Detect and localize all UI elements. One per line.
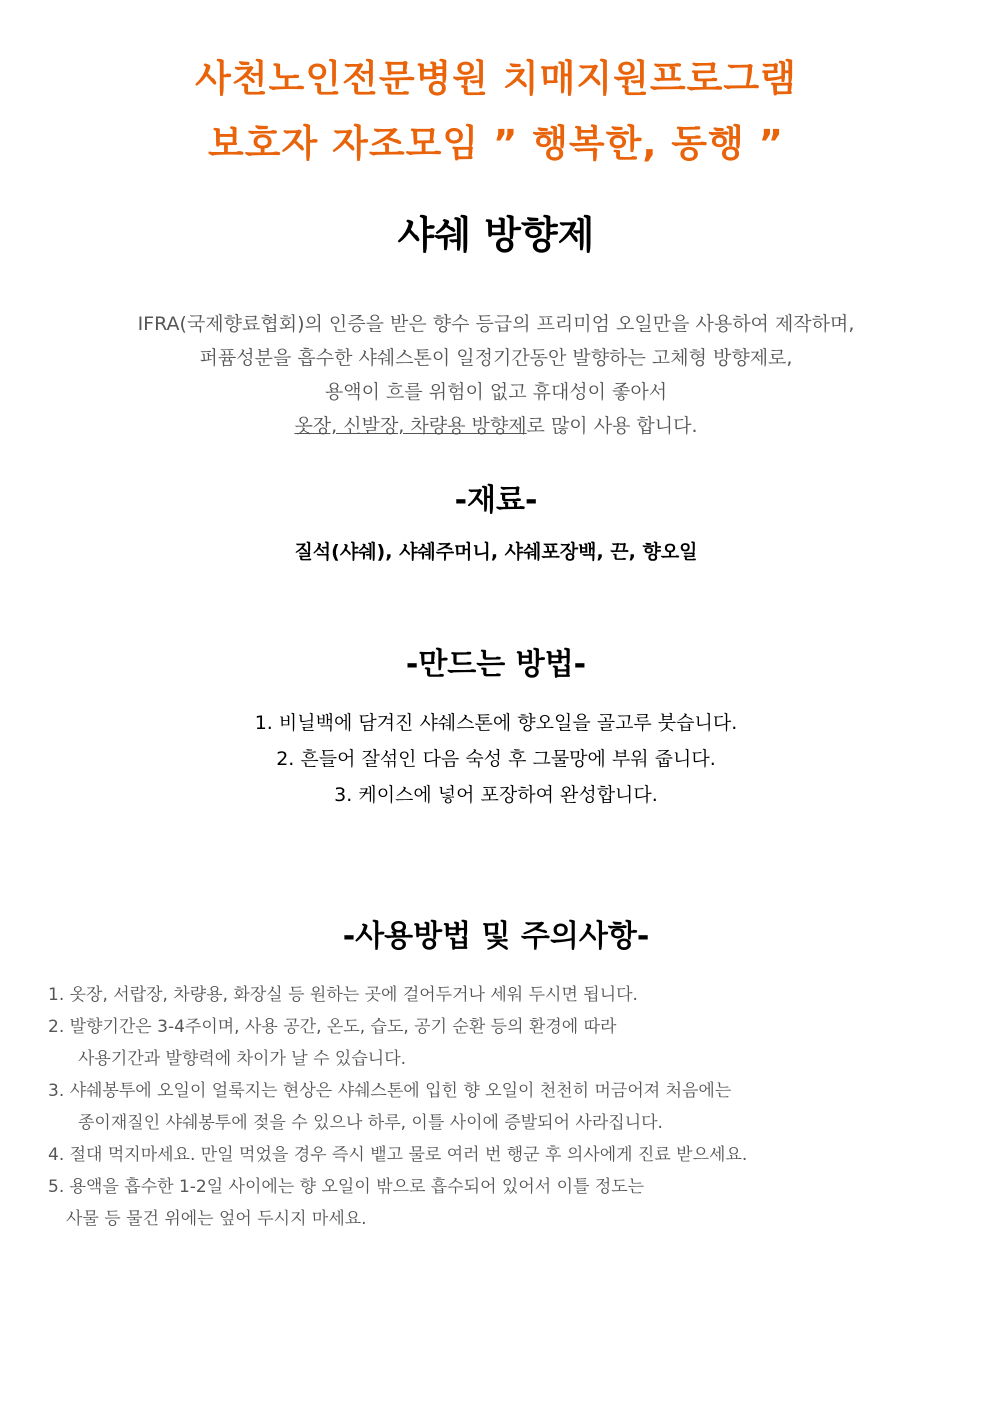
usage-item: 3. 샤쉐봉투에 오일이 얼룩지는 현상은 샤쉐스톤에 입힌 향 오일이 천천히 머금어져 처음에는	[48, 1081, 732, 1101]
materials-heading: -재료-	[454, 483, 538, 518]
intro-line-3: 용액이 흐를 위험이 없고 휴대성이 좋아서	[324, 381, 668, 403]
usage-item-continuation: 사용기간과 발향력에 차이가 날 수 있습니다.	[78, 1049, 407, 1069]
usage-item: 5. 용액을 흡수한 1-2일 사이에는 향 오일이 밖으로 흡수되어 있어서 이틀 정도는	[48, 1177, 645, 1197]
intro-line-1: IFRA(국제향료협회)의 인증을 받은 향수 등급의 프리미엄 오일만을 사용하여 제작하며,	[137, 313, 855, 335]
method-heading: -만드는 방법-	[405, 647, 587, 682]
title-line-1: 사천노인전문병원 치매지원프로그램	[195, 57, 797, 100]
usage-heading: -사용방법 및 주의사항-	[342, 919, 650, 954]
usage-item: 4. 절대 먹지마세요. 만일 먹었을 경우 즉시 뱉고 물로 여러 번 행군 후 의사에게 진료 받으세요.	[48, 1145, 748, 1165]
page-subtitle: 샤쉐 방향제	[397, 213, 595, 257]
materials-list: 질석(샤쉐), 샤쉐주머니, 샤쉐포장백, 끈, 향오일	[294, 541, 698, 563]
method-step: 3. 케이스에 넣어 포장하여 완성합니다.	[334, 784, 658, 806]
method-step: 2. 흔들어 잘섞인 다음 숙성 후 그물망에 부워 줍니다.	[276, 748, 716, 770]
method-step: 1. 비닐백에 담겨진 샤쉐스톤에 향오일을 골고루 붓습니다.	[254, 712, 738, 734]
usage-item: 2. 발향기간은 3-4주이며, 사용 공간, 온도, 습도, 공기 순환 등의 환경에 따라	[48, 1017, 617, 1037]
intro-line-2: 퍼퓸성분을 흡수한 샤쉐스톤이 일정기간동안 발향하는 고체형 방향제로,	[199, 347, 793, 369]
usage-item-continuation: 사물 등 물건 위에는 엎어 두시지 마세요.	[66, 1209, 367, 1229]
intro-line-4	[0, 411, 992, 438]
usage-item: 1. 옷장, 서랍장, 차량용, 화장실 등 원하는 곳에 걸어두거나 세워 두시면 됩니다.	[48, 985, 638, 1005]
intro-line-4-rest: 로 많이 사용 합니다.	[526, 415, 698, 437]
intro-underlined-text: 옷장, 신발장, 차량용 방향제	[294, 415, 527, 437]
usage-item-continuation: 종이재질인 샤쉐봉투에 젖을 수 있으나 하루, 이틀 사이에 증발되어 사라집니다.	[78, 1113, 663, 1133]
title-line-2: 보호자 자조모임 ” 행복한, 동행 ”	[207, 122, 784, 165]
